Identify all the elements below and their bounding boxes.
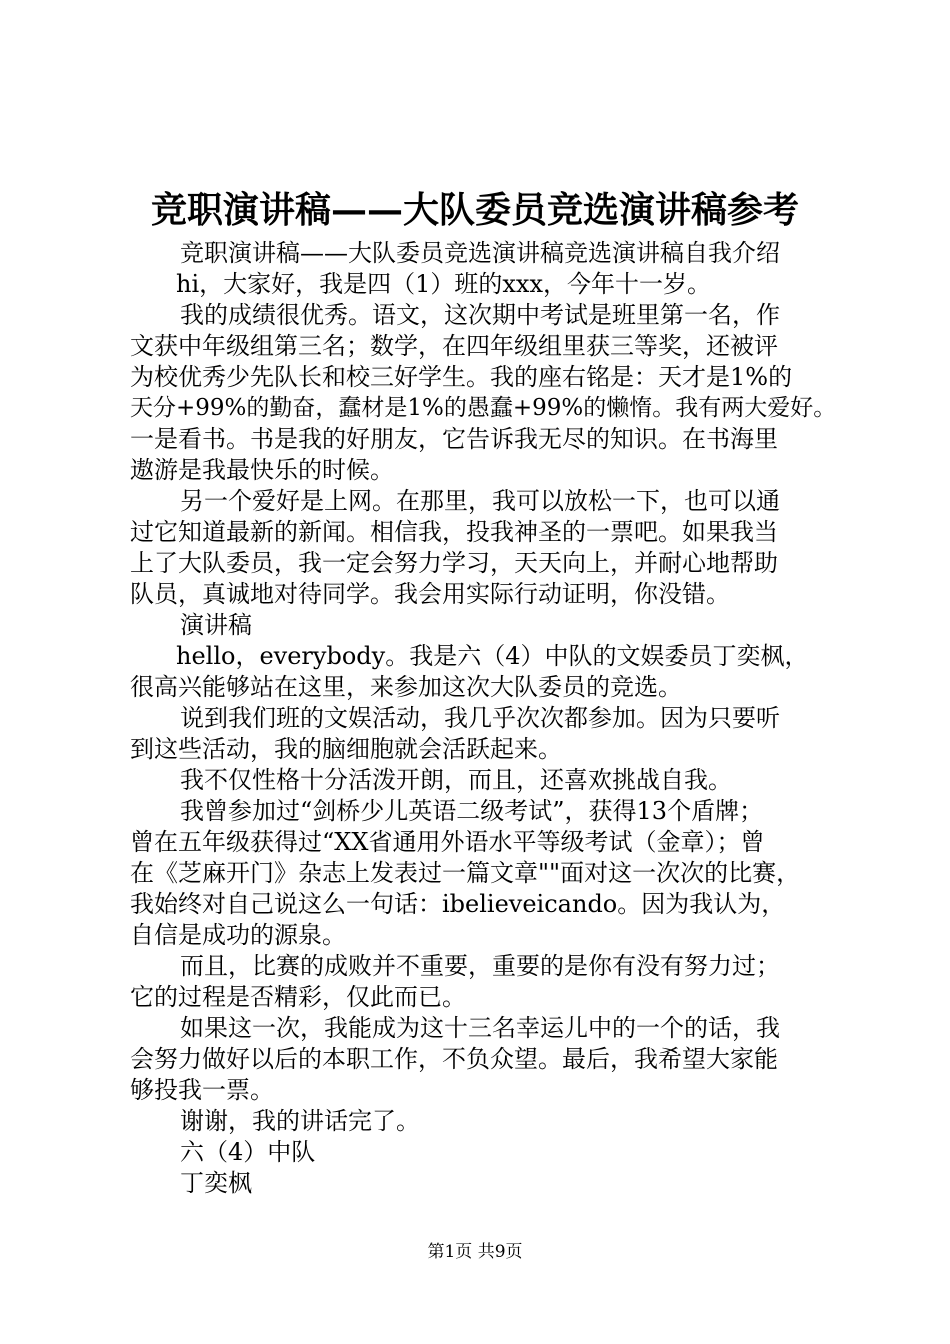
body-line: 天分+99%的勤奋，蠢材是1%的愚蠢+99%的懒惰。我有两大爱好。: [130, 395, 837, 421]
body-line: 如果这一次，我能成为这十三名幸运儿中的一个的话，我: [180, 1014, 780, 1042]
body-line: 说到我们班的文娱活动，我几乎次次都参加。因为只要听: [180, 704, 780, 732]
body-line: 竞职演讲稿——大队委员竞选演讲稿竞选演讲稿自我介绍: [180, 239, 780, 267]
body-line: 队员，真诚地对待同学。我会用实际行动证明，你没错。: [130, 580, 730, 608]
signature-unit: 六（4）中队: [180, 1138, 316, 1166]
body-line: 上了大队委员，我一定会努力学习，天天向上，并耐心地帮助: [130, 549, 778, 577]
body-line: 够投我一票。: [130, 1076, 274, 1104]
body-line: 我曾参加过“剑桥少儿英语二级考试”，获得13个盾牌；: [180, 797, 764, 825]
document-body: [130, 238, 845, 1199]
body-line: 自信是成功的源泉。: [130, 921, 346, 949]
body-line: 我始终对自己说这么一句话：ibelieveicando。因为我认为，: [130, 890, 786, 918]
body-line: 文获中年级组第三名；数学，在四年级组里获三等奖，还被评: [130, 332, 778, 360]
signature-name: 丁奕枫: [180, 1169, 252, 1197]
body-line: 过它知道最新的新闻。相信我，投我神圣的一票吧。如果我当: [130, 518, 778, 546]
body-line: 另一个爱好是上网。在那里，我可以放松一下，也可以通: [180, 487, 780, 515]
body-line: 遨游是我最快乐的时候。: [130, 456, 394, 484]
body-line: 会努力做好以后的本职工作，不负众望。最后，我希望大家能: [130, 1045, 778, 1073]
body-line: 很高兴能够站在这里，来参加这次大队委员的竞选。: [130, 673, 682, 701]
body-line: 而且，比赛的成败并不重要，重要的是你有没有努力过；: [180, 952, 780, 980]
body-line: 我不仅性格十分活泼开朗，而且，还喜欢挑战自我。: [180, 766, 732, 794]
document-title: 竞职演讲稿——大队委员竞选演讲稿参考: [150, 189, 799, 231]
body-line: hello，everybody。我是六（4）中队的文娱委员丁奕枫，: [176, 642, 809, 670]
body-line: 演讲稿: [180, 611, 252, 639]
page-number: 第1页 共9页: [427, 1242, 523, 1262]
body-line: 我的成绩很优秀。语文，这次期中考试是班里第一名，作: [180, 301, 780, 329]
body-line: 一是看书。书是我的好朋友，它告诉我无尽的知识。在书海里: [130, 425, 778, 453]
body-line: 谢谢，我的讲话完了。: [180, 1107, 420, 1135]
body-line: hi，大家好，我是四（1）班的xxx，今年十一岁。: [176, 270, 712, 298]
body-line: 到这些活动，我的脑细胞就会活跃起来。: [130, 735, 562, 763]
body-line: 曾在五年级获得过“XX省通用外语水平等级考试（金章）；曾: [130, 828, 765, 856]
body-line: 它的过程是否精彩，仅此而已。: [130, 983, 466, 1011]
body-line: 为校优秀少先队长和校三好学生。我的座右铭是：天才是1%的: [130, 363, 793, 391]
body-line: 在《芝麻开门》杂志上发表过一篇文章""面对这一次次的比赛，: [130, 859, 801, 887]
